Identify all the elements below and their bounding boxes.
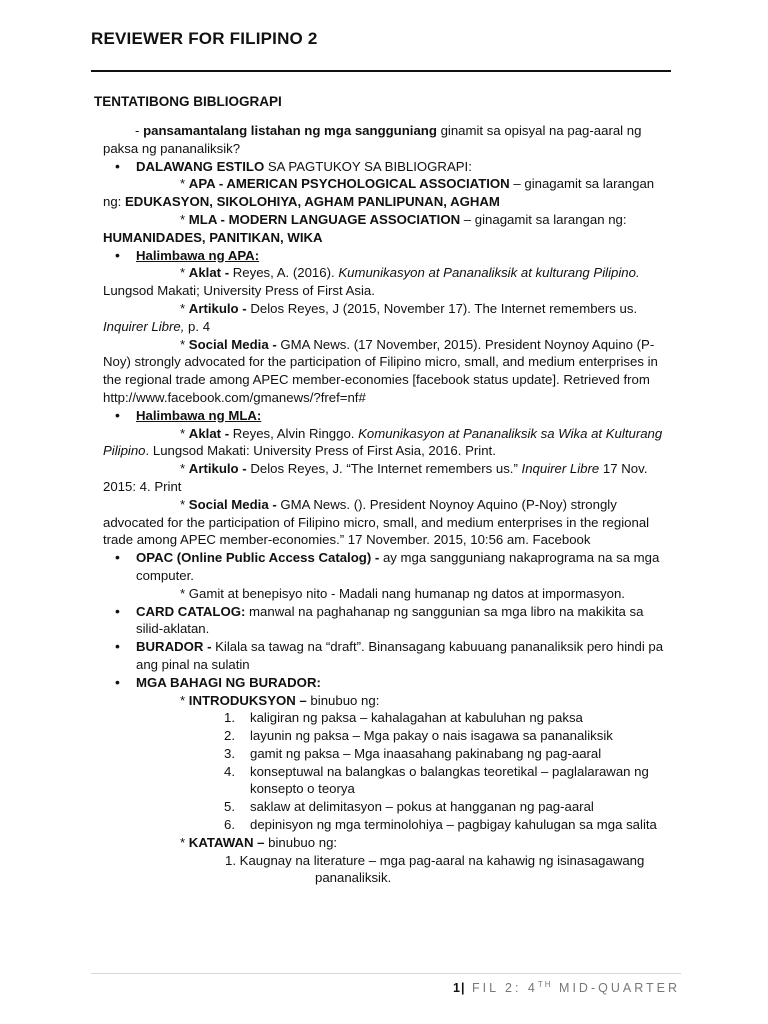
- title-underline: [91, 70, 671, 72]
- card-catalog-text: manwal na paghahanap ng sanggunian sa mga libro na makikita sa silid-aklatan.: [136, 603, 644, 637]
- opac-label: OPAC (Online Public Access Catalog) -: [136, 550, 380, 566]
- list-number: 3.: [224, 745, 235, 761]
- footer-superscript: TH: [537, 980, 553, 989]
- list-item: [103, 727, 671, 745]
- apa-style-fields: EDUKASYON, SIKOLOHIYA, AGHAM PANLIPUNAN, AGHAM: [125, 194, 500, 210]
- apa-style-line: [103, 175, 671, 211]
- bullet-apa-examples: [103, 247, 671, 265]
- apa-aklat-title: Kumunikasyon at Pananaliksik at kulturang Pilipino.: [338, 265, 640, 281]
- mla-aklat-title: Komunikasyon at Pananaliksik sa Wika at Kulturang Pilipino: [103, 425, 663, 459]
- katawan-item: 1. Kaugnay na literature – mga pag-aaral na kahawig ng isinasagawang: [225, 852, 645, 868]
- apa-heading: Halimbawa ng APA:: [136, 247, 260, 263]
- mla-style-text: – ginagamit sa larangan ng:: [460, 211, 627, 227]
- definition-term: pansamantalang listahan ng mga sangguniang: [143, 123, 437, 138]
- list-text: konseptuwal na balangkas o balangkas teoretikal – paglalarawan ng konsepto o teorya: [250, 763, 649, 797]
- bullet-mga-bahagi: [103, 674, 671, 692]
- mla-social: * Social Media - GMA News. (). President Noynoy Aquino (P-Noy) strongly advocated for the participation of Filipino micro, small, and medium enterprises in the regional trade among APEC member-economies.” 17 November. 2015, 10:56 am. Facebook: [103, 496, 650, 548]
- apa-style-name: APA - AMERICAN PSYCHOLOGICAL ASSOCIATION: [188, 176, 510, 192]
- list-text: kaligiran ng paksa – kahalagahan at kabuluhan ng paksa: [250, 710, 583, 726]
- bullet-opac: [103, 549, 671, 585]
- apa-artikulo-text: Delos Reyes, J (2015, November 17). The Internet remembers us.: [246, 300, 638, 316]
- bullet-burador: [103, 638, 671, 674]
- apa-social-label: Social Media -: [188, 336, 277, 352]
- list-item: [103, 709, 671, 727]
- list-number: 5.: [224, 799, 235, 815]
- mla-aklat-author: Reyes, Alvin Ringgo.: [229, 425, 359, 441]
- katawan-item-continuation: pananaliksik.: [315, 870, 392, 886]
- definition-dash: -: [135, 123, 144, 138]
- intro-star: *: [180, 692, 189, 708]
- mla-artikulo-label: Artikulo -: [188, 461, 247, 477]
- apa-aklat-author: Reyes, A. (2016).: [229, 265, 339, 281]
- list-item: [103, 745, 671, 763]
- apa-star: *: [180, 176, 189, 192]
- document-body: [103, 122, 671, 887]
- burador-text: Kilala sa tawag na “draft”. Binansagang kabuuang pananaliksik pero hindi pa ang pinal na sulatin: [136, 639, 664, 672]
- introduksyon-label: INTRODUKSYON –: [188, 692, 307, 708]
- introduksyon-text: binubuo ng:: [306, 692, 380, 708]
- definition-text: ginamit sa opisyal na pag-aaral ng paksa ng pananaliksik?: [103, 123, 642, 156]
- definition-paragraph: [103, 122, 671, 158]
- apa-artikulo-label: Artikulo -: [188, 300, 247, 316]
- mla-style-name: MLA - MODERN LANGUAGE ASSOCIATION: [188, 211, 461, 227]
- mla-aklat: * Aklat - Reyes, Alvin Ringgo. Komunikasyon at Pananaliksik sa Wika at Kulturang Pilipino. Lungsod Makati: University Press of First Asia, 2016. Print.: [103, 425, 663, 459]
- list-number: 2.: [224, 728, 235, 744]
- estilo-label: DALAWANG ESTILO: [136, 158, 265, 174]
- mla-social-label: Social Media -: [188, 496, 277, 512]
- footer-divider: [91, 973, 681, 974]
- page-footer: [453, 980, 680, 995]
- introduksyon-line: [103, 692, 671, 710]
- apa-aklat-publisher: Lungsod Makati; University Press of First Asia.: [103, 283, 375, 299]
- bahagi-heading: MGA BAHAGI NG BURADOR:: [136, 674, 321, 690]
- bullet-card-catalog: [103, 603, 671, 639]
- list-item: [103, 763, 671, 799]
- page-number: 1: [453, 981, 461, 996]
- mla-aklat-label: Aklat -: [188, 425, 230, 441]
- katawan-star: *: [180, 834, 189, 850]
- introduksyon-list: [103, 709, 671, 834]
- mla-artikulo-source: Inquirer Libre: [521, 461, 600, 477]
- mla-style-line: [103, 211, 671, 247]
- mla-style-fields: HUMANIDADES, PANITIKAN, WIKA: [103, 229, 323, 245]
- footer-course: FIL 2: 4: [465, 981, 538, 996]
- apa-aklat-label: Aklat -: [188, 265, 230, 281]
- mla-heading: Halimbawa ng MLA:: [136, 407, 262, 423]
- mla-artikulo: * Artikulo - Delos Reyes, J. “The Internet remembers us.” Inquirer Libre 17 Nov. 2015: 4. Print: [103, 461, 648, 494]
- katawan-text: binubuo ng:: [264, 834, 338, 850]
- mla-artikulo-text: Delos Reyes, J. “The Internet remembers us.”: [246, 461, 522, 477]
- mla-star: *: [180, 211, 189, 227]
- opac-text: ay mga sangguniang nakaprograma na sa mga computer.: [136, 550, 660, 583]
- estilo-text: SA PAGTUKOY SA BIBLIOGRAPI:: [264, 158, 472, 174]
- mla-aklat-publisher: . Lungsod Makati: University Press of First Asia, 2016. Print.: [145, 443, 496, 459]
- apa-artikulo-page: p. 4: [184, 318, 211, 334]
- list-text: gamit ng paksa – Mga inaasahang pakinabang ng pag-aaral: [250, 745, 602, 761]
- katawan-line: [103, 834, 671, 852]
- apa-style-text: – ginagamit sa larangan ng:: [103, 176, 655, 210]
- apa-social: * Social Media - GMA News. (17 November, 2015). President Noynoy Aquino (P-Noy) strongly advocated for the participation of Filipino micro, small, and medium enterprises in the regional trade among APEC member-economies [facebook status update]. Retrieved from http://www.facebook.com/gmanews/?fref=nf#: [103, 336, 658, 405]
- list-number: 4.: [224, 763, 235, 779]
- apa-artikulo-source: Inquirer Libre,: [103, 318, 185, 334]
- list-text: layunin ng paksa – Mga pakay o nais isagawa sa pananaliksik: [250, 728, 613, 744]
- list-number: 6.: [224, 817, 235, 833]
- apa-aklat: * Aklat - Reyes, A. (2016). Kumunikasyon at Pananaliksik at kulturang Pilipino. Lungsod Makati; University Press of First Asia.: [103, 265, 640, 299]
- footer-separator: |: [460, 981, 466, 996]
- opac-note: * Gamit at benepisyo nito - Madali nang humanap ng datos at impormasyon.: [180, 585, 625, 601]
- katawan-label: KATAWAN –: [188, 834, 265, 850]
- bullet-mla-examples: [103, 407, 671, 425]
- list-number: 1.: [224, 710, 235, 726]
- apa-artikulo: * Artikulo - Delos Reyes, J (2015, November 17). The Internet remembers us. Inquirer Libre, p. 4: [103, 300, 638, 334]
- mla-artikulo-date: 17 Nov. 2015: 4. Print: [103, 461, 648, 494]
- bullet-estilo: [103, 158, 671, 176]
- burador-label: BURADOR -: [136, 639, 212, 655]
- list-item: [103, 798, 671, 816]
- list-text: depinisyon ng mga terminolohiya – pagbigay kahulugan sa mga salita: [250, 817, 657, 833]
- list-text: saklaw at delimitasyon – pokus at hangganan ng pag-aaral: [250, 799, 594, 815]
- mla-social-text: GMA News. (). President Noynoy Aquino (P-Noy) strongly advocated for the participation of Filipino micro, small, and medium enterprises in the regional trade among APEC member-economies.” 17 November. 2015, 10:56 am. Facebook: [103, 496, 650, 548]
- card-catalog-label: CARD CATALOG:: [136, 603, 246, 619]
- apa-social-text: GMA News. (17 November, 2015). President Noynoy Aquino (P-Noy) strongly advocated for the participation of Filipino micro, small, and medium enterprises in the regional trade among APEC member-economies [facebook status update]. Retrieved from http://www.facebook.com/gmanews/?fref=nf#: [103, 336, 658, 405]
- section-heading: TENTATIBONG BIBLIOGRAPI: [94, 94, 282, 109]
- footer-term: MID-QUARTER: [552, 981, 680, 996]
- list-item: [103, 816, 671, 834]
- document-title: REVIEWER FOR FILIPINO 2: [91, 29, 318, 48]
